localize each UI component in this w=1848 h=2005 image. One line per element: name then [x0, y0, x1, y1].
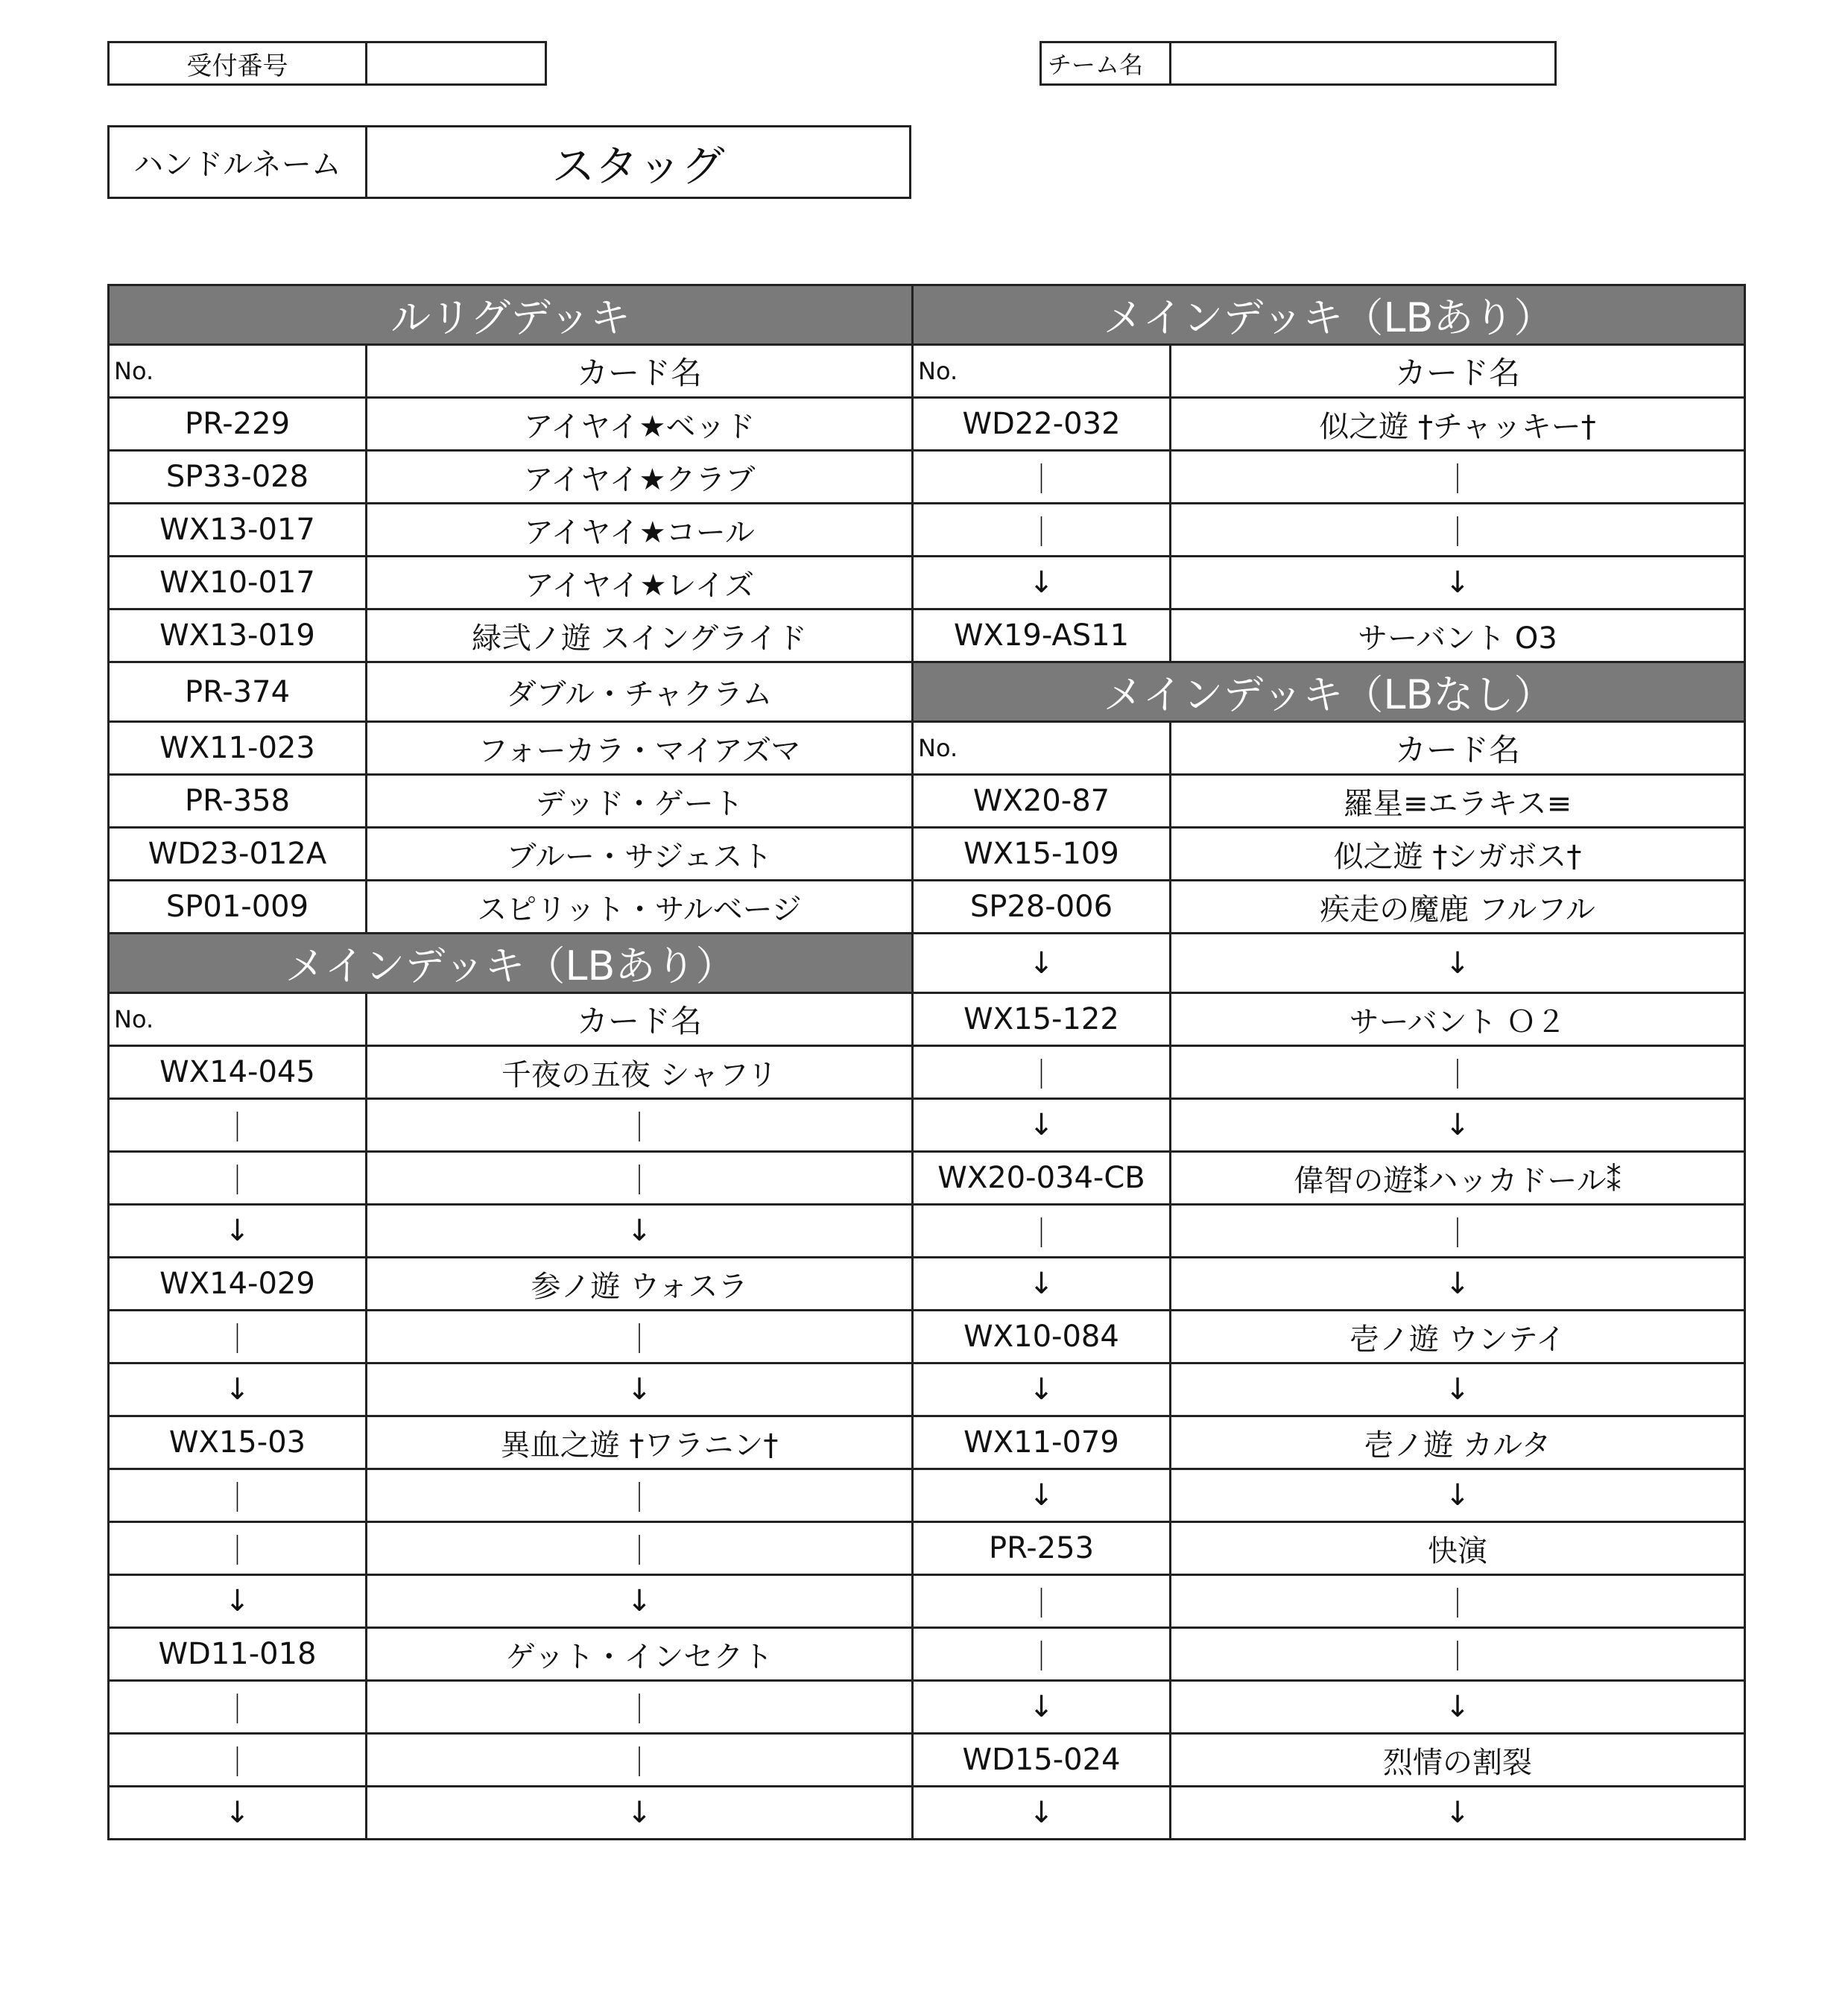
card-number-cell[interactable]: ｜	[913, 1628, 1171, 1681]
card-number-cell[interactable]: WX20-87	[913, 775, 1171, 828]
card-name-cell[interactable]: ｜	[367, 1152, 913, 1205]
card-number-cell[interactable]: PR-229	[109, 398, 367, 451]
card-name-cell[interactable]: ↓	[1171, 1787, 1745, 1840]
card-number-cell[interactable]: WX13-019	[109, 609, 367, 662]
card-number-cell[interactable]: PR-253	[913, 1522, 1171, 1575]
card-number-cell[interactable]: ｜	[109, 1311, 367, 1363]
card-number-cell[interactable]: WX13-017	[109, 504, 367, 557]
card-name-cell[interactable]: ↓	[367, 1363, 913, 1416]
card-name-cell[interactable]: アイヤイ★クラブ	[367, 451, 913, 504]
section-header: メインデッキ（LBあり）	[913, 285, 1745, 345]
card-number-cell[interactable]: SP01-009	[109, 881, 367, 934]
card-number-cell[interactable]: SP28-006	[913, 881, 1171, 934]
card-name-cell[interactable]: スピリット・サルベージ	[367, 881, 913, 934]
card-number-cell[interactable]: WX11-023	[109, 722, 367, 775]
card-name-cell[interactable]: ↓	[1171, 1469, 1745, 1522]
card-name-cell[interactable]: 異血之遊 †ワラニン†	[367, 1416, 913, 1469]
column-header-no: No.	[913, 722, 1171, 775]
card-name-cell[interactable]: デッド・ゲート	[367, 775, 913, 828]
card-number-cell[interactable]: ↓	[109, 1575, 367, 1628]
card-number-cell[interactable]: ↓	[109, 1787, 367, 1840]
card-name-cell[interactable]: 緑弐ノ遊 スイングライド	[367, 609, 913, 662]
card-name-cell[interactable]: アイヤイ★コール	[367, 504, 913, 557]
deck-list-table	[107, 284, 1746, 1840]
card-name-cell[interactable]: 似之遊 †シガボス†	[1171, 828, 1745, 881]
card-name-cell[interactable]: 羅星≡エラキス≡	[1171, 775, 1745, 828]
column-header-no: No.	[109, 993, 367, 1046]
table-row	[109, 345, 1745, 398]
card-number-cell[interactable]: WD22-032	[913, 398, 1171, 451]
card-name-cell[interactable]: 快演	[1171, 1522, 1745, 1575]
card-name-cell[interactable]: ゲット・インセクト	[367, 1628, 913, 1681]
card-name-cell[interactable]: ↓	[367, 1575, 913, 1628]
card-number-cell[interactable]: ↓	[913, 1258, 1171, 1311]
card-name-cell[interactable]: サーバント O3	[1171, 609, 1745, 662]
card-name-cell[interactable]: ↓	[367, 1205, 913, 1258]
card-name-cell[interactable]: アイヤイ★ベッド	[367, 398, 913, 451]
table-row	[109, 1311, 1745, 1363]
card-name-cell[interactable]: ｜	[1171, 1046, 1745, 1099]
card-number-cell[interactable]: WX10-084	[913, 1311, 1171, 1363]
card-name-cell[interactable]: ｜	[367, 1469, 913, 1522]
reception-number-box	[107, 41, 547, 86]
card-number-cell[interactable]: ｜	[913, 451, 1171, 504]
card-number-cell[interactable]: ｜	[109, 1522, 367, 1575]
card-number-cell[interactable]: WX11-079	[913, 1416, 1171, 1469]
card-number-cell[interactable]: WX19-AS11	[913, 609, 1171, 662]
table-row	[109, 1099, 1745, 1152]
card-number-cell[interactable]: SP33-028	[109, 451, 367, 504]
card-number-cell[interactable]: WX15-122	[913, 993, 1171, 1046]
table-row	[109, 609, 1745, 662]
table-row	[109, 1522, 1745, 1575]
card-number-cell[interactable]: ↓	[913, 557, 1171, 609]
section-header: ルリグデッキ	[109, 285, 913, 345]
card-number-cell[interactable]: ｜	[109, 1734, 367, 1787]
table-row	[109, 557, 1745, 609]
column-header-card-name: カード名	[1171, 722, 1745, 775]
card-number-cell[interactable]: WX10-017	[109, 557, 367, 609]
card-name-cell[interactable]: サーバント Ｏ２	[1171, 993, 1745, 1046]
card-name-cell[interactable]: 偉智の遊⁑ハッカドール⁑	[1171, 1152, 1745, 1205]
card-number-cell[interactable]: WX14-029	[109, 1258, 367, 1311]
card-number-cell[interactable]: ↓	[913, 1469, 1171, 1522]
table-row	[109, 662, 1745, 722]
card-name-cell[interactable]: 壱ノ遊 ウンテイ	[1171, 1311, 1745, 1363]
card-name-cell[interactable]: ｜	[1171, 1205, 1745, 1258]
table-row	[109, 934, 1745, 993]
handle-name-field[interactable]: スタッグ	[551, 140, 725, 191]
card-name-cell[interactable]: ｜	[367, 1734, 913, 1787]
card-number-cell[interactable]: ｜	[109, 1152, 367, 1205]
card-name-cell[interactable]: ｜	[367, 1099, 913, 1152]
card-number-cell[interactable]: ↓	[913, 934, 1171, 993]
card-number-cell[interactable]: ↓	[109, 1363, 367, 1416]
card-number-cell[interactable]: PR-374	[109, 662, 367, 722]
reception-number-label: 受付番号	[110, 43, 367, 83]
card-name-cell[interactable]: ｜	[367, 1522, 913, 1575]
handle-name-label: ハンドルネーム	[110, 127, 367, 197]
team-name-label: チーム名	[1042, 43, 1171, 83]
table-row	[109, 722, 1745, 775]
reception-number-field[interactable]	[367, 43, 545, 83]
card-name-cell[interactable]: ｜	[1171, 1575, 1745, 1628]
card-name-cell[interactable]: 烈情の割裂	[1171, 1734, 1745, 1787]
card-number-cell[interactable]: ｜	[913, 504, 1171, 557]
section-header: メインデッキ（LBなし）	[913, 662, 1745, 722]
table-row	[109, 398, 1745, 451]
card-name-cell[interactable]: 似之遊 †チャッキー†	[1171, 398, 1745, 451]
card-number-cell[interactable]: ↓	[109, 1205, 367, 1258]
card-name-cell[interactable]: アイヤイ★レイズ	[367, 557, 913, 609]
card-number-cell[interactable]: ｜	[109, 1681, 367, 1734]
table-row	[109, 1575, 1745, 1628]
card-name-cell[interactable]: ｜	[1171, 451, 1745, 504]
card-number-cell[interactable]: PR-358	[109, 775, 367, 828]
table-row	[109, 1205, 1745, 1258]
table-row	[109, 881, 1745, 934]
card-number-cell[interactable]: WX14-045	[109, 1046, 367, 1099]
table-row	[109, 1469, 1745, 1522]
table-row	[109, 1258, 1745, 1311]
card-number-cell[interactable]: ↓	[913, 1787, 1171, 1840]
card-number-cell[interactable]: ↓	[913, 1099, 1171, 1152]
card-name-cell[interactable]: 参ノ遊 ウォスラ	[367, 1258, 913, 1311]
card-number-cell[interactable]: WD15-024	[913, 1734, 1171, 1787]
column-header-card-name: カード名	[1171, 345, 1745, 398]
table-row	[109, 1734, 1745, 1787]
card-name-cell[interactable]: ↓	[1171, 1681, 1745, 1734]
card-number-cell[interactable]: ｜	[913, 1046, 1171, 1099]
card-number-cell[interactable]: WX20-034-CB	[913, 1152, 1171, 1205]
column-header-no: No.	[913, 345, 1171, 398]
card-name-cell[interactable]: ↓	[1171, 934, 1745, 993]
table-row	[109, 1681, 1745, 1734]
table-row	[109, 775, 1745, 828]
card-number-cell[interactable]: ｜	[109, 1469, 367, 1522]
table-row	[109, 504, 1745, 557]
table-row	[109, 1416, 1745, 1469]
card-number-cell[interactable]: ｜	[109, 1099, 367, 1152]
card-name-cell[interactable]: 千夜の五夜 シャフリ	[367, 1046, 913, 1099]
card-name-cell[interactable]: ｜	[1171, 504, 1745, 557]
card-number-cell[interactable]: ↓	[913, 1681, 1171, 1734]
card-name-cell[interactable]: ↓	[1171, 1363, 1745, 1416]
card-name-cell[interactable]: ↓	[367, 1787, 913, 1840]
card-name-cell[interactable]: フォーカラ・マイアズマ	[367, 722, 913, 775]
column-header-no: No.	[109, 345, 367, 398]
column-header-card-name: カード名	[367, 345, 913, 398]
card-name-cell[interactable]: 壱ノ遊 カルタ	[1171, 1416, 1745, 1469]
table-row	[109, 285, 1745, 345]
card-number-cell[interactable]: ↓	[913, 1363, 1171, 1416]
card-name-cell[interactable]: ｜	[367, 1681, 913, 1734]
card-number-cell[interactable]: WD23-012A	[109, 828, 367, 881]
card-name-cell[interactable]: ↓	[1171, 557, 1745, 609]
card-name-cell[interactable]: 疾走の魔鹿 フルフル	[1171, 881, 1745, 934]
card-name-cell[interactable]: ｜	[367, 1311, 913, 1363]
card-name-cell[interactable]: ↓	[1171, 1099, 1745, 1152]
column-header-card-name: カード名	[367, 993, 913, 1046]
card-number-cell[interactable]: WX15-03	[109, 1416, 367, 1469]
table-row	[109, 1046, 1745, 1099]
card-number-cell[interactable]: ｜	[913, 1205, 1171, 1258]
team-name-box	[1040, 41, 1557, 86]
card-name-cell[interactable]: ダブル・チャクラム	[367, 662, 913, 722]
card-name-cell[interactable]: ｜	[1171, 1628, 1745, 1681]
card-number-cell[interactable]: ｜	[913, 1575, 1171, 1628]
table-row	[109, 1152, 1745, 1205]
table-row	[109, 451, 1745, 504]
card-name-cell[interactable]: ブルー・サジェスト	[367, 828, 913, 881]
table-row	[109, 1628, 1745, 1681]
card-number-cell[interactable]: WX15-109	[913, 828, 1171, 881]
table-row	[109, 993, 1745, 1046]
table-row	[109, 1363, 1745, 1416]
card-number-cell[interactable]: WD11-018	[109, 1628, 367, 1681]
team-name-field[interactable]	[1171, 43, 1554, 83]
table-row	[109, 1787, 1745, 1840]
section-header: メインデッキ（LBあり）	[109, 934, 913, 993]
table-row	[109, 828, 1745, 881]
handle-name-box	[107, 125, 911, 199]
card-name-cell[interactable]: ↓	[1171, 1258, 1745, 1311]
